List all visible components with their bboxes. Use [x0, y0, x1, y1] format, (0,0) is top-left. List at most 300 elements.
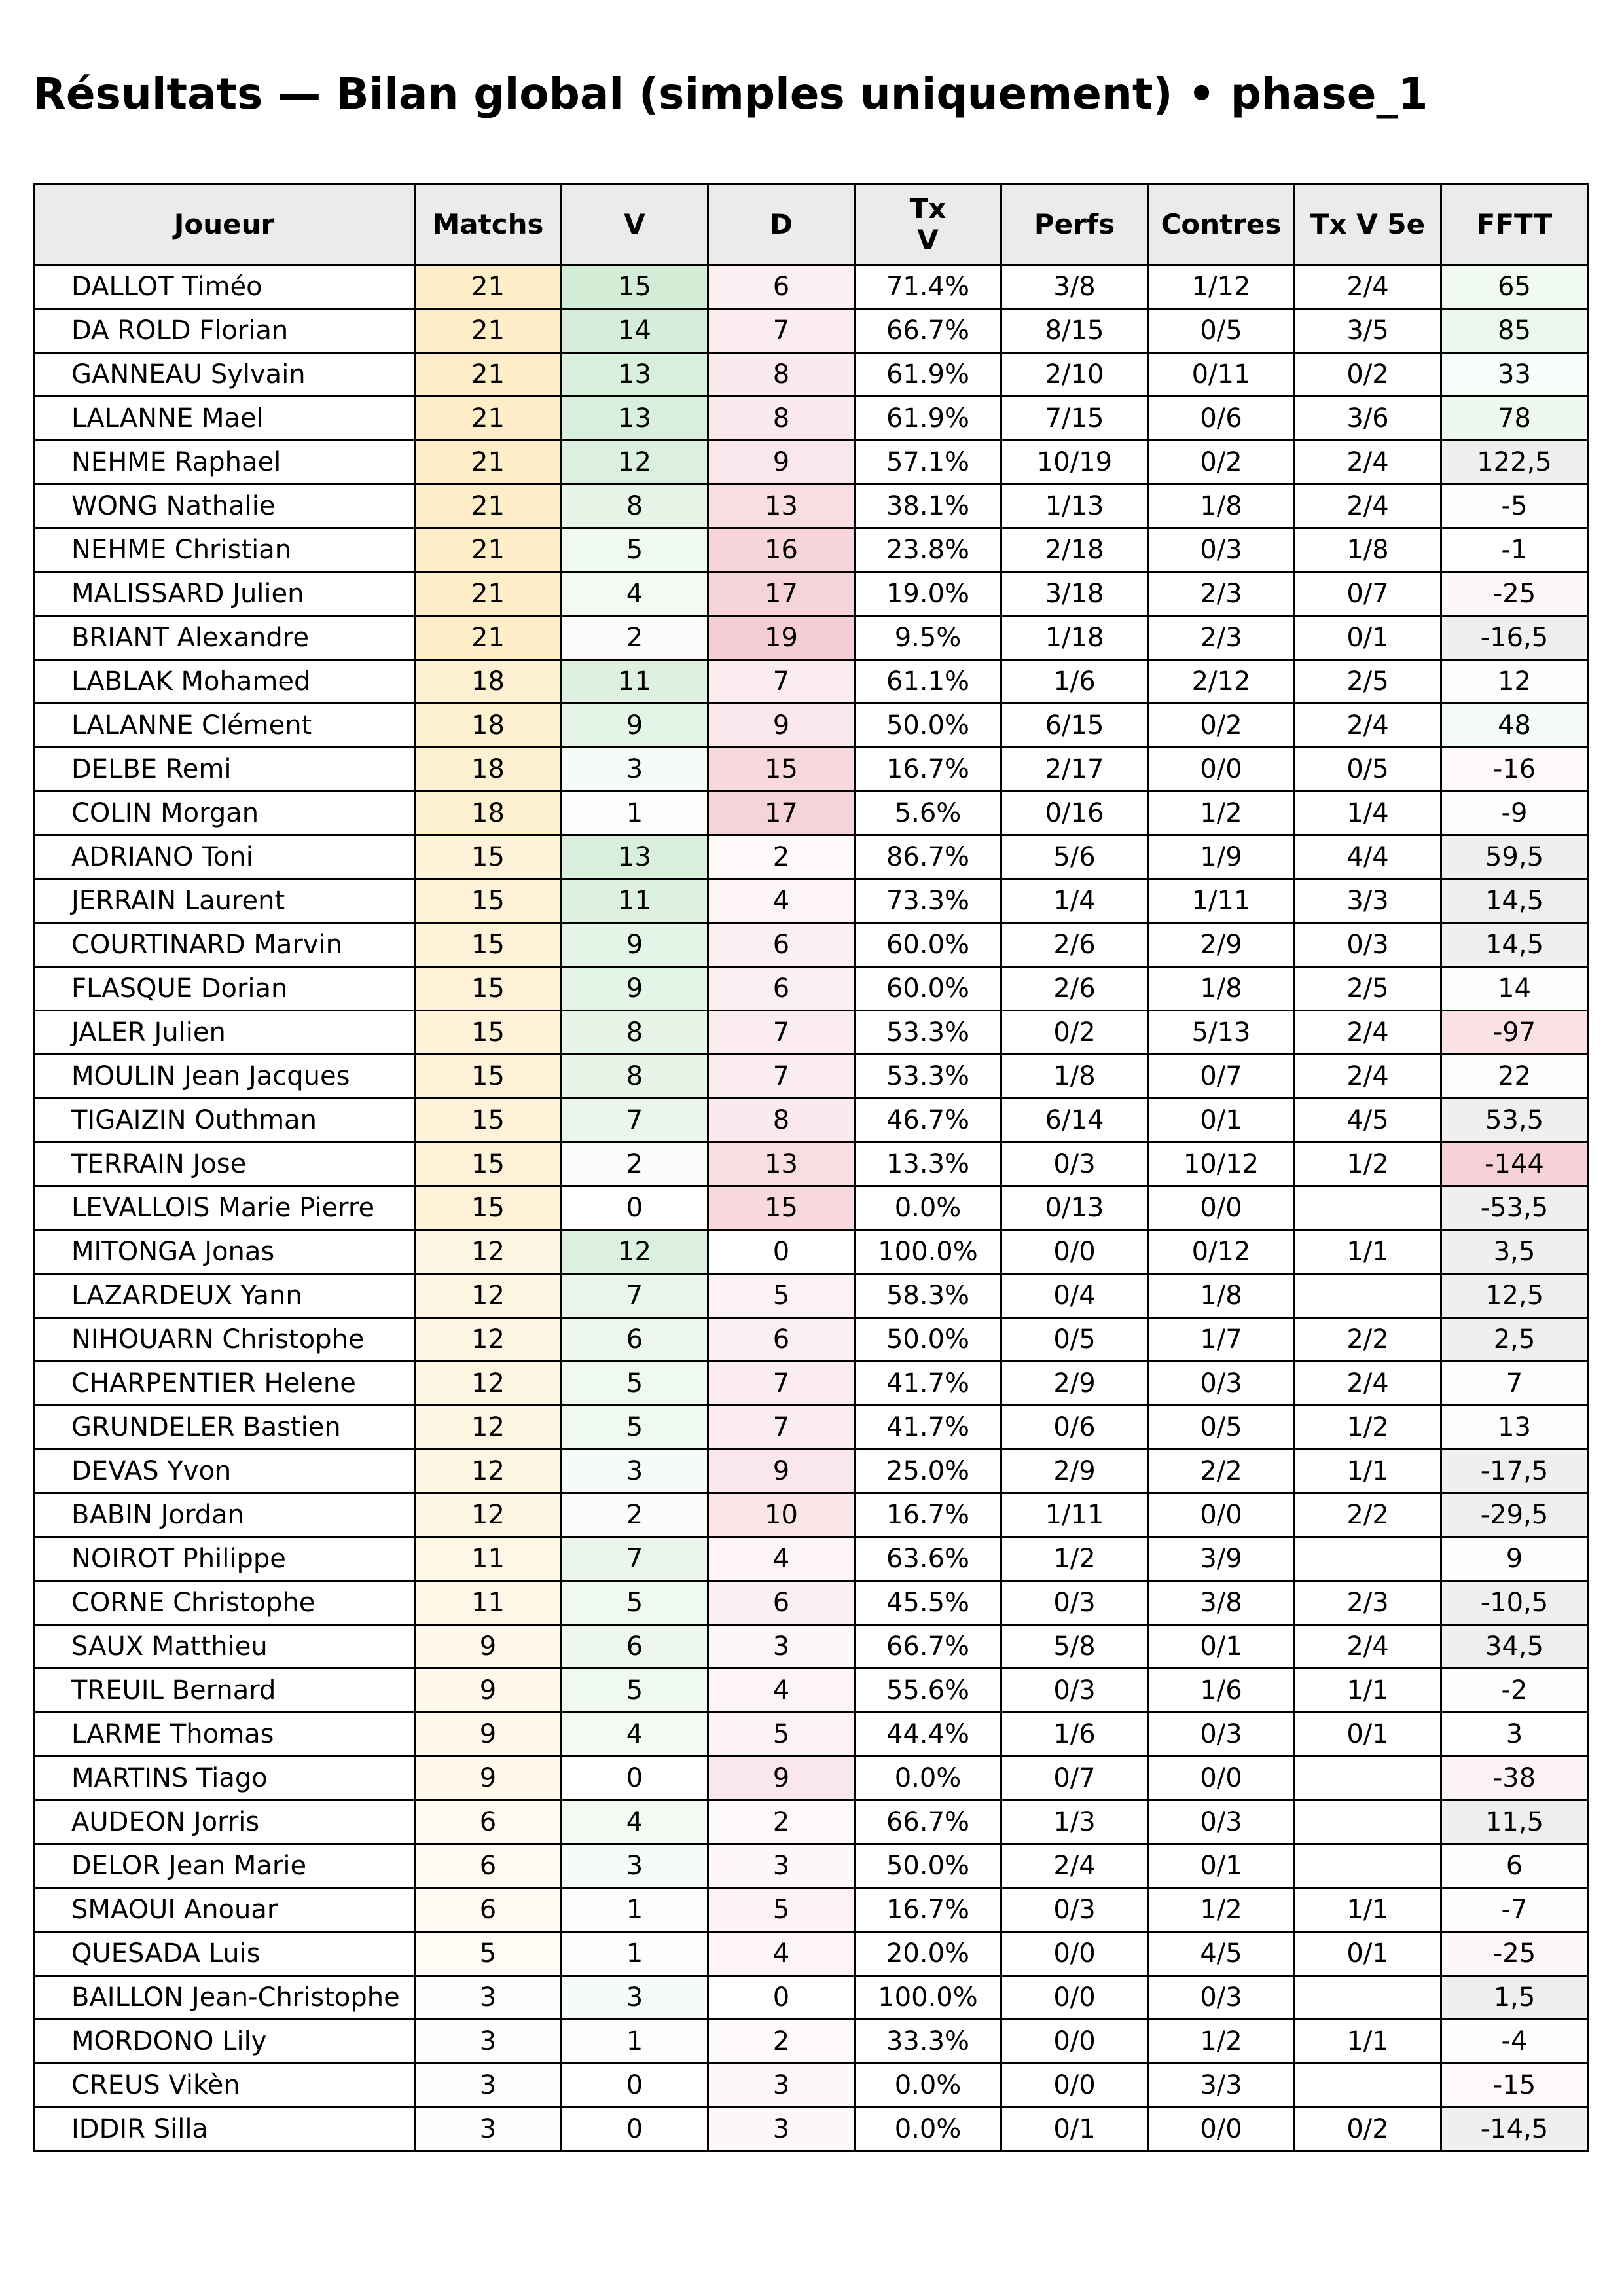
cell-contres: 1/8: [1148, 484, 1295, 528]
cell-tx-v-5e: 3/6: [1295, 397, 1441, 441]
cell-d: 4: [708, 879, 855, 923]
cell-tx-v-5e: [1295, 1537, 1441, 1581]
cell-d: 3: [708, 2107, 855, 2151]
col-header-v: V: [562, 185, 708, 265]
cell-fftt: -9: [1441, 792, 1588, 835]
cell-d: 8: [708, 397, 855, 441]
cell-fftt: 6: [1441, 1844, 1588, 1888]
cell-matchs: 9: [415, 1757, 562, 1800]
cell-joueur: BAILLON Jean-Christophe: [34, 1976, 415, 2020]
results-table: [33, 183, 1589, 2152]
cell-perfs: 1/2: [1001, 1537, 1148, 1581]
cell-d: 7: [708, 309, 855, 353]
cell-v: 3: [562, 748, 708, 792]
cell-matchs: 21: [415, 484, 562, 528]
table-row: [34, 1099, 1588, 1142]
cell-tx-v: 38.1%: [855, 484, 1001, 528]
cell-perfs: 2/10: [1001, 353, 1148, 397]
cell-tx-v: 50.0%: [855, 1318, 1001, 1362]
cell-fftt: -14,5: [1441, 2107, 1588, 2151]
cell-d: 8: [708, 353, 855, 397]
cell-contres: 3/9: [1148, 1537, 1295, 1581]
cell-tx-v-5e: 1/2: [1295, 1406, 1441, 1449]
cell-tx-v: 61.1%: [855, 660, 1001, 704]
cell-contres: 0/0: [1148, 1757, 1295, 1800]
cell-tx-v: 61.9%: [855, 353, 1001, 397]
cell-fftt: -1: [1441, 528, 1588, 572]
cell-tx-v-5e: 0/3: [1295, 923, 1441, 967]
cell-fftt: 11,5: [1441, 1800, 1588, 1844]
cell-tx-v: 33.3%: [855, 2020, 1001, 2064]
cell-v: 4: [562, 572, 708, 616]
cell-perfs: 1/4: [1001, 879, 1148, 923]
cell-v: 2: [562, 1493, 708, 1537]
cell-fftt: 3,5: [1441, 1230, 1588, 1274]
cell-v: 6: [562, 1318, 708, 1362]
cell-tx-v-5e: 1/2: [1295, 1142, 1441, 1186]
cell-joueur: COURTINARD Marvin: [34, 923, 415, 967]
cell-matchs: 5: [415, 1932, 562, 1976]
cell-tx-v: 86.7%: [855, 835, 1001, 879]
cell-d: 5: [708, 1888, 855, 1932]
cell-fftt: 14: [1441, 967, 1588, 1011]
cell-tx-v: 45.5%: [855, 1581, 1001, 1625]
cell-joueur: FLASQUE Dorian: [34, 967, 415, 1011]
table-row: [34, 1976, 1588, 2020]
cell-matchs: 11: [415, 1537, 562, 1581]
cell-d: 6: [708, 967, 855, 1011]
cell-d: 7: [708, 1011, 855, 1055]
cell-fftt: 59,5: [1441, 835, 1588, 879]
cell-matchs: 12: [415, 1493, 562, 1537]
cell-tx-v-5e: 2/4: [1295, 484, 1441, 528]
cell-tx-v-5e: 0/5: [1295, 748, 1441, 792]
table-row: [34, 484, 1588, 528]
cell-tx-v-5e: [1295, 1757, 1441, 1800]
cell-v: 13: [562, 835, 708, 879]
cell-perfs: 0/3: [1001, 1581, 1148, 1625]
cell-joueur: DA ROLD Florian: [34, 309, 415, 353]
cell-contres: 0/0: [1148, 1186, 1295, 1230]
cell-perfs: 2/9: [1001, 1362, 1148, 1406]
cell-tx-v-5e: 2/4: [1295, 1055, 1441, 1099]
cell-perfs: 0/3: [1001, 1142, 1148, 1186]
cell-joueur: COLIN Morgan: [34, 792, 415, 835]
cell-v: 0: [562, 2107, 708, 2151]
cell-v: 7: [562, 1274, 708, 1318]
table-row: [34, 1625, 1588, 1669]
cell-fftt: 33: [1441, 353, 1588, 397]
cell-v: 5: [562, 1362, 708, 1406]
table-row: [34, 616, 1588, 660]
cell-contres: 10/12: [1148, 1142, 1295, 1186]
cell-d: 2: [708, 1800, 855, 1844]
table-row: [34, 1186, 1588, 1230]
cell-perfs: 0/3: [1001, 1888, 1148, 1932]
cell-v: 5: [562, 1406, 708, 1449]
cell-tx-v: 0.0%: [855, 1757, 1001, 1800]
cell-tx-v: 0.0%: [855, 1186, 1001, 1230]
cell-perfs: 0/7: [1001, 1757, 1148, 1800]
cell-perfs: 2/4: [1001, 1844, 1148, 1888]
cell-tx-v: 58.3%: [855, 1274, 1001, 1318]
cell-v: 13: [562, 353, 708, 397]
cell-matchs: 12: [415, 1362, 562, 1406]
cell-tx-v-5e: 0/2: [1295, 353, 1441, 397]
table-row: [34, 1844, 1588, 1888]
cell-d: 15: [708, 1186, 855, 1230]
table-row: [34, 1142, 1588, 1186]
cell-v: 0: [562, 2064, 708, 2107]
cell-matchs: 9: [415, 1625, 562, 1669]
cell-contres: 0/2: [1148, 441, 1295, 484]
cell-contres: 0/5: [1148, 309, 1295, 353]
col-header-joueur: Joueur: [34, 185, 415, 265]
cell-joueur: MARTINS Tiago: [34, 1757, 415, 1800]
cell-perfs: 0/16: [1001, 792, 1148, 835]
cell-d: 3: [708, 1625, 855, 1669]
cell-matchs: 15: [415, 967, 562, 1011]
cell-contres: 3/8: [1148, 1581, 1295, 1625]
cell-joueur: SAUX Matthieu: [34, 1625, 415, 1669]
cell-tx-v-5e: 1/1: [1295, 1230, 1441, 1274]
cell-matchs: 21: [415, 353, 562, 397]
table-row: [34, 1449, 1588, 1493]
cell-tx-v: 9.5%: [855, 616, 1001, 660]
cell-matchs: 12: [415, 1230, 562, 1274]
cell-perfs: 6/14: [1001, 1099, 1148, 1142]
cell-perfs: 6/15: [1001, 704, 1148, 748]
cell-tx-v-5e: 2/5: [1295, 967, 1441, 1011]
table-row: [34, 265, 1588, 309]
cell-matchs: 15: [415, 1055, 562, 1099]
table-row: [34, 792, 1588, 835]
cell-matchs: 15: [415, 923, 562, 967]
cell-matchs: 6: [415, 1800, 562, 1844]
cell-perfs: 7/15: [1001, 397, 1148, 441]
cell-v: 5: [562, 1669, 708, 1713]
page-title: Résultats — Bilan global (simples uniquement) • phase_1: [33, 69, 1428, 119]
cell-matchs: 6: [415, 1888, 562, 1932]
cell-tx-v-5e: 2/5: [1295, 660, 1441, 704]
cell-matchs: 15: [415, 1011, 562, 1055]
col-header-perfs: Perfs: [1001, 185, 1148, 265]
cell-tx-v: 61.9%: [855, 397, 1001, 441]
cell-d: 17: [708, 792, 855, 835]
cell-matchs: 6: [415, 1844, 562, 1888]
cell-v: 3: [562, 1976, 708, 2020]
cell-perfs: 3/8: [1001, 265, 1148, 309]
cell-tx-v: 0.0%: [855, 2064, 1001, 2107]
cell-contres: 1/2: [1148, 1888, 1295, 1932]
cell-tx-v: 50.0%: [855, 1844, 1001, 1888]
cell-joueur: AUDEON Jorris: [34, 1800, 415, 1844]
cell-d: 15: [708, 748, 855, 792]
cell-v: 3: [562, 1449, 708, 1493]
cell-d: 3: [708, 1844, 855, 1888]
cell-v: 5: [562, 528, 708, 572]
cell-tx-v: 100.0%: [855, 1230, 1001, 1274]
cell-v: 11: [562, 879, 708, 923]
cell-tx-v-5e: [1295, 1976, 1441, 2020]
col-header-matchs: Matchs: [415, 185, 562, 265]
cell-fftt: -15: [1441, 2064, 1588, 2107]
cell-matchs: 15: [415, 1186, 562, 1230]
table-row: [34, 879, 1588, 923]
cell-v: 12: [562, 441, 708, 484]
table-row: [34, 660, 1588, 704]
cell-perfs: 8/15: [1001, 309, 1148, 353]
cell-contres: 2/3: [1148, 616, 1295, 660]
cell-v: 2: [562, 1142, 708, 1186]
cell-joueur: LALANNE Clément: [34, 704, 415, 748]
cell-perfs: 2/9: [1001, 1449, 1148, 1493]
table-row: [34, 1274, 1588, 1318]
cell-contres: 2/3: [1148, 572, 1295, 616]
table-row: [34, 1011, 1588, 1055]
cell-perfs: 0/0: [1001, 1230, 1148, 1274]
cell-joueur: IDDIR Silla: [34, 2107, 415, 2151]
cell-v: 1: [562, 792, 708, 835]
cell-joueur: CREUS Vikèn: [34, 2064, 415, 2107]
cell-tx-v-5e: 0/1: [1295, 1932, 1441, 1976]
cell-matchs: 18: [415, 792, 562, 835]
cell-matchs: 15: [415, 879, 562, 923]
cell-d: 10: [708, 1493, 855, 1537]
cell-tx-v: 60.0%: [855, 923, 1001, 967]
table-row: [34, 309, 1588, 353]
cell-v: 9: [562, 967, 708, 1011]
cell-perfs: 1/6: [1001, 660, 1148, 704]
table-row: [34, 1713, 1588, 1757]
cell-v: 12: [562, 1230, 708, 1274]
cell-contres: 1/12: [1148, 265, 1295, 309]
table-row: [34, 2064, 1588, 2107]
cell-fftt: 2,5: [1441, 1318, 1588, 1362]
cell-tx-v: 41.7%: [855, 1406, 1001, 1449]
cell-tx-v-5e: [1295, 1274, 1441, 1318]
cell-tx-v: 16.7%: [855, 748, 1001, 792]
table-row: [34, 1757, 1588, 1800]
cell-v: 7: [562, 1537, 708, 1581]
cell-perfs: 0/3: [1001, 1669, 1148, 1713]
cell-tx-v-5e: 2/4: [1295, 704, 1441, 748]
cell-v: 4: [562, 1800, 708, 1844]
cell-contres: 2/9: [1148, 923, 1295, 967]
cell-contres: 2/2: [1148, 1449, 1295, 1493]
table-row: [34, 1362, 1588, 1406]
cell-tx-v-5e: 1/1: [1295, 1449, 1441, 1493]
table-row: [34, 572, 1588, 616]
cell-perfs: 0/5: [1001, 1318, 1148, 1362]
cell-joueur: MALISSARD Julien: [34, 572, 415, 616]
table-row: [34, 1932, 1588, 1976]
cell-d: 13: [708, 484, 855, 528]
cell-fftt: -10,5: [1441, 1581, 1588, 1625]
cell-matchs: 21: [415, 309, 562, 353]
cell-d: 8: [708, 1099, 855, 1142]
cell-perfs: 5/8: [1001, 1625, 1148, 1669]
cell-perfs: 0/2: [1001, 1011, 1148, 1055]
table-row: [34, 1888, 1588, 1932]
cell-joueur: LAZARDEUX Yann: [34, 1274, 415, 1318]
cell-joueur: MORDONO Lily: [34, 2020, 415, 2064]
cell-tx-v-5e: 2/2: [1295, 1318, 1441, 1362]
cell-v: 1: [562, 1888, 708, 1932]
cell-tx-v: 63.6%: [855, 1537, 1001, 1581]
cell-joueur: DELOR Jean Marie: [34, 1844, 415, 1888]
cell-d: 4: [708, 1932, 855, 1976]
cell-v: 3: [562, 1844, 708, 1888]
cell-contres: 1/8: [1148, 1274, 1295, 1318]
cell-joueur: LEVALLOIS Marie Pierre: [34, 1186, 415, 1230]
cell-contres: 0/1: [1148, 1625, 1295, 1669]
cell-matchs: 3: [415, 2020, 562, 2064]
cell-fftt: 12,5: [1441, 1274, 1588, 1318]
cell-tx-v: 66.7%: [855, 309, 1001, 353]
cell-joueur: DEVAS Yvon: [34, 1449, 415, 1493]
cell-matchs: 21: [415, 397, 562, 441]
cell-matchs: 21: [415, 616, 562, 660]
cell-matchs: 15: [415, 1099, 562, 1142]
cell-d: 6: [708, 923, 855, 967]
cell-tx-v: 44.4%: [855, 1713, 1001, 1757]
cell-v: 0: [562, 1186, 708, 1230]
cell-joueur: BRIANT Alexandre: [34, 616, 415, 660]
cell-fftt: -16,5: [1441, 616, 1588, 660]
cell-matchs: 21: [415, 265, 562, 309]
cell-d: 13: [708, 1142, 855, 1186]
table-row: [34, 1230, 1588, 1274]
cell-contres: 0/6: [1148, 397, 1295, 441]
cell-joueur: NEHME Raphael: [34, 441, 415, 484]
cell-tx-v: 41.7%: [855, 1362, 1001, 1406]
col-header-contres: Contres: [1148, 185, 1295, 265]
cell-joueur: NOIROT Philippe: [34, 1537, 415, 1581]
cell-tx-v-5e: 1/1: [1295, 1669, 1441, 1713]
cell-contres: 0/12: [1148, 1230, 1295, 1274]
cell-perfs: 0/6: [1001, 1406, 1148, 1449]
cell-contres: 0/5: [1148, 1406, 1295, 1449]
cell-d: 17: [708, 572, 855, 616]
cell-matchs: 15: [415, 835, 562, 879]
cell-joueur: DALLOT Timéo: [34, 265, 415, 309]
cell-perfs: 1/6: [1001, 1713, 1148, 1757]
cell-joueur: BABIN Jordan: [34, 1493, 415, 1537]
cell-joueur: GANNEAU Sylvain: [34, 353, 415, 397]
cell-tx-v-5e: 2/3: [1295, 1581, 1441, 1625]
cell-perfs: 1/11: [1001, 1493, 1148, 1537]
cell-fftt: -53,5: [1441, 1186, 1588, 1230]
cell-fftt: -4: [1441, 2020, 1588, 2064]
cell-perfs: 2/18: [1001, 528, 1148, 572]
cell-tx-v-5e: 2/4: [1295, 1011, 1441, 1055]
cell-fftt: 122,5: [1441, 441, 1588, 484]
table-row: [34, 835, 1588, 879]
cell-d: 0: [708, 1976, 855, 2020]
cell-tx-v: 0.0%: [855, 2107, 1001, 2151]
cell-contres: 1/7: [1148, 1318, 1295, 1362]
cell-fftt: 14,5: [1441, 923, 1588, 967]
cell-matchs: 3: [415, 1976, 562, 2020]
cell-matchs: 3: [415, 2064, 562, 2107]
cell-fftt: -7: [1441, 1888, 1588, 1932]
header-row: [34, 185, 1588, 265]
cell-d: 5: [708, 1274, 855, 1318]
cell-contres: 0/3: [1148, 1362, 1295, 1406]
cell-tx-v-5e: 3/5: [1295, 309, 1441, 353]
cell-d: 7: [708, 1406, 855, 1449]
table-row: [34, 1537, 1588, 1581]
cell-joueur: SMAOUI Anouar: [34, 1888, 415, 1932]
cell-perfs: 2/6: [1001, 967, 1148, 1011]
cell-matchs: 9: [415, 1713, 562, 1757]
cell-d: 3: [708, 2064, 855, 2107]
cell-d: 4: [708, 1537, 855, 1581]
cell-joueur: ADRIANO Toni: [34, 835, 415, 879]
cell-joueur: WONG Nathalie: [34, 484, 415, 528]
cell-v: 7: [562, 1099, 708, 1142]
cell-d: 6: [708, 1318, 855, 1362]
table-row: [34, 441, 1588, 484]
cell-matchs: 21: [415, 572, 562, 616]
cell-fftt: -25: [1441, 1932, 1588, 1976]
cell-v: 14: [562, 309, 708, 353]
cell-v: 15: [562, 265, 708, 309]
cell-v: 1: [562, 1932, 708, 1976]
cell-v: 11: [562, 660, 708, 704]
cell-contres: 1/2: [1148, 2020, 1295, 2064]
cell-contres: 0/1: [1148, 1099, 1295, 1142]
cell-d: 6: [708, 1581, 855, 1625]
cell-contres: 0/1: [1148, 1844, 1295, 1888]
cell-fftt: -97: [1441, 1011, 1588, 1055]
cell-matchs: 18: [415, 660, 562, 704]
cell-tx-v: 60.0%: [855, 967, 1001, 1011]
table-row: [34, 2020, 1588, 2064]
table-row: [34, 1669, 1588, 1713]
cell-fftt: 53,5: [1441, 1099, 1588, 1142]
cell-fftt: -17,5: [1441, 1449, 1588, 1493]
cell-tx-v-5e: 1/8: [1295, 528, 1441, 572]
cell-matchs: 3: [415, 2107, 562, 2151]
col-header-fftt: FFTT: [1441, 185, 1588, 265]
cell-contres: 0/0: [1148, 748, 1295, 792]
cell-joueur: CORNE Christophe: [34, 1581, 415, 1625]
cell-fftt: 14,5: [1441, 879, 1588, 923]
table-row: [34, 1318, 1588, 1362]
cell-perfs: 0/1: [1001, 2107, 1148, 2151]
cell-tx-v-5e: 0/2: [1295, 2107, 1441, 2151]
table-row: [34, 1055, 1588, 1099]
cell-joueur: NEHME Christian: [34, 528, 415, 572]
cell-d: 9: [708, 441, 855, 484]
cell-v: 1: [562, 2020, 708, 2064]
cell-v: 9: [562, 923, 708, 967]
cell-fftt: 1,5: [1441, 1976, 1588, 2020]
cell-matchs: 18: [415, 748, 562, 792]
cell-fftt: -144: [1441, 1142, 1588, 1186]
cell-matchs: 9: [415, 1669, 562, 1713]
cell-d: 2: [708, 2020, 855, 2064]
cell-d: 7: [708, 660, 855, 704]
cell-contres: 0/3: [1148, 1800, 1295, 1844]
cell-d: 0: [708, 1230, 855, 1274]
cell-tx-v-5e: 4/4: [1295, 835, 1441, 879]
cell-tx-v: 16.7%: [855, 1888, 1001, 1932]
cell-matchs: 15: [415, 1142, 562, 1186]
cell-d: 16: [708, 528, 855, 572]
